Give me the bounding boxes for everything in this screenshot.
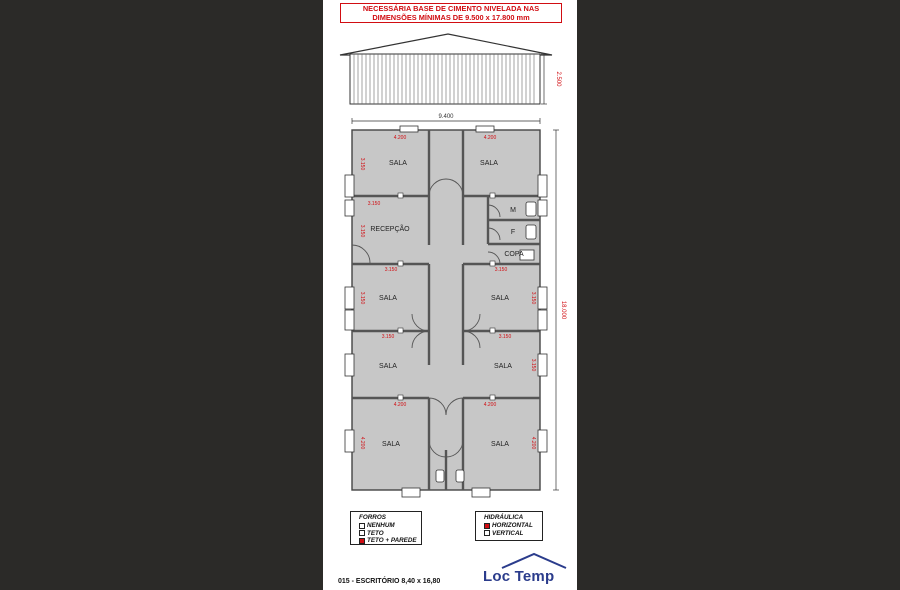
foundation-note-line-1: NECESSÁRIA BASE DE CIMENTO NIVELADA NAS: [362, 4, 540, 13]
dim-v-6: 4.200: [359, 436, 365, 450]
toilet-m: [526, 202, 536, 216]
toilet-right: [456, 470, 464, 482]
legend-forros-item-1: [359, 522, 421, 530]
length-dimension: 18.000: [560, 300, 566, 320]
legend-forros-title: FORROS: [359, 514, 386, 521]
legend-label: NENHUM: [367, 522, 395, 529]
legend-forros-item-3: [359, 537, 421, 545]
dim-d-5: 3.150: [498, 334, 512, 340]
floor-area: [352, 130, 540, 490]
container-facade: [350, 54, 540, 104]
legend-hidraulica-title: HIDRÁULICA: [484, 514, 524, 521]
dim-d-2: 3.150: [384, 267, 398, 273]
dim-w-2: 4.200: [483, 135, 497, 141]
legend-hidraulica: [475, 511, 543, 541]
height-dimension: 2.500: [555, 71, 561, 87]
legend-label: VERTICAL: [492, 529, 524, 537]
roof: [340, 34, 552, 55]
width-dimension: 9.400: [438, 114, 454, 120]
dim-v-5: 3.150: [530, 358, 536, 372]
dim-d-1: 3.150: [367, 201, 381, 207]
drawing-caption: 015 - ESCRITÓRIO 8,40 x 16,80: [338, 578, 441, 585]
dim-w-3: 4.200: [393, 402, 407, 408]
elevation-view: [340, 34, 561, 104]
dim-v-7: 4.200: [530, 436, 536, 450]
legend-hidraulica-item-2: [484, 530, 542, 538]
brand-logo: Loc Temp: [483, 568, 555, 585]
legend-swatch: [359, 538, 365, 544]
legend-swatch: [484, 530, 490, 536]
toilet-left: [436, 470, 444, 482]
dim-v-1: 3.150: [359, 157, 365, 171]
room-sala-8: SALA: [491, 441, 509, 448]
logo-roof-mark: [500, 550, 570, 570]
legend-swatch: [359, 530, 365, 536]
room-copa: COPA: [504, 251, 524, 258]
dim-v-3: 3.150: [359, 291, 365, 305]
legend-label: HORIZONTAL: [492, 522, 533, 529]
dim-d-3: 3.150: [494, 267, 508, 273]
room-sala-5: SALA: [379, 363, 397, 370]
room-recepcao: RECEPÇÃO: [370, 226, 410, 233]
legend-label: TETO + PAREDE: [367, 537, 417, 544]
room-sala-4: SALA: [491, 295, 509, 302]
room-sala-3: SALA: [379, 295, 397, 302]
width-dimension-line: [352, 114, 540, 124]
room-sala-1: SALA: [389, 160, 407, 167]
legend-label: TETO: [367, 529, 384, 537]
legend-swatch: [484, 523, 490, 529]
dim-w-4: 4.200: [483, 402, 497, 408]
dim-v-4: 3.150: [530, 291, 536, 305]
length-dimension-line: [553, 130, 566, 490]
room-wc-f: F: [510, 229, 516, 236]
foundation-note-line-2: DIMENSÕES MÍNIMAS DE 9.500 x 17.800 mm: [372, 13, 530, 22]
legend-forros-item-2: [359, 530, 421, 538]
legend-hidraulica-item-1: [484, 522, 542, 530]
legend-forros: [350, 511, 422, 545]
legend-swatch: [359, 523, 365, 529]
room-sala-6: SALA: [494, 363, 512, 370]
dim-v-2: 3.150: [359, 224, 365, 238]
dim-d-4: 3.150: [381, 334, 395, 340]
room-wc-m: M: [510, 207, 516, 214]
room-sala-2: SALA: [480, 160, 498, 167]
room-sala-7: SALA: [382, 441, 400, 448]
dim-w-1: 4.200: [393, 135, 407, 141]
toilet-f: [526, 225, 536, 239]
